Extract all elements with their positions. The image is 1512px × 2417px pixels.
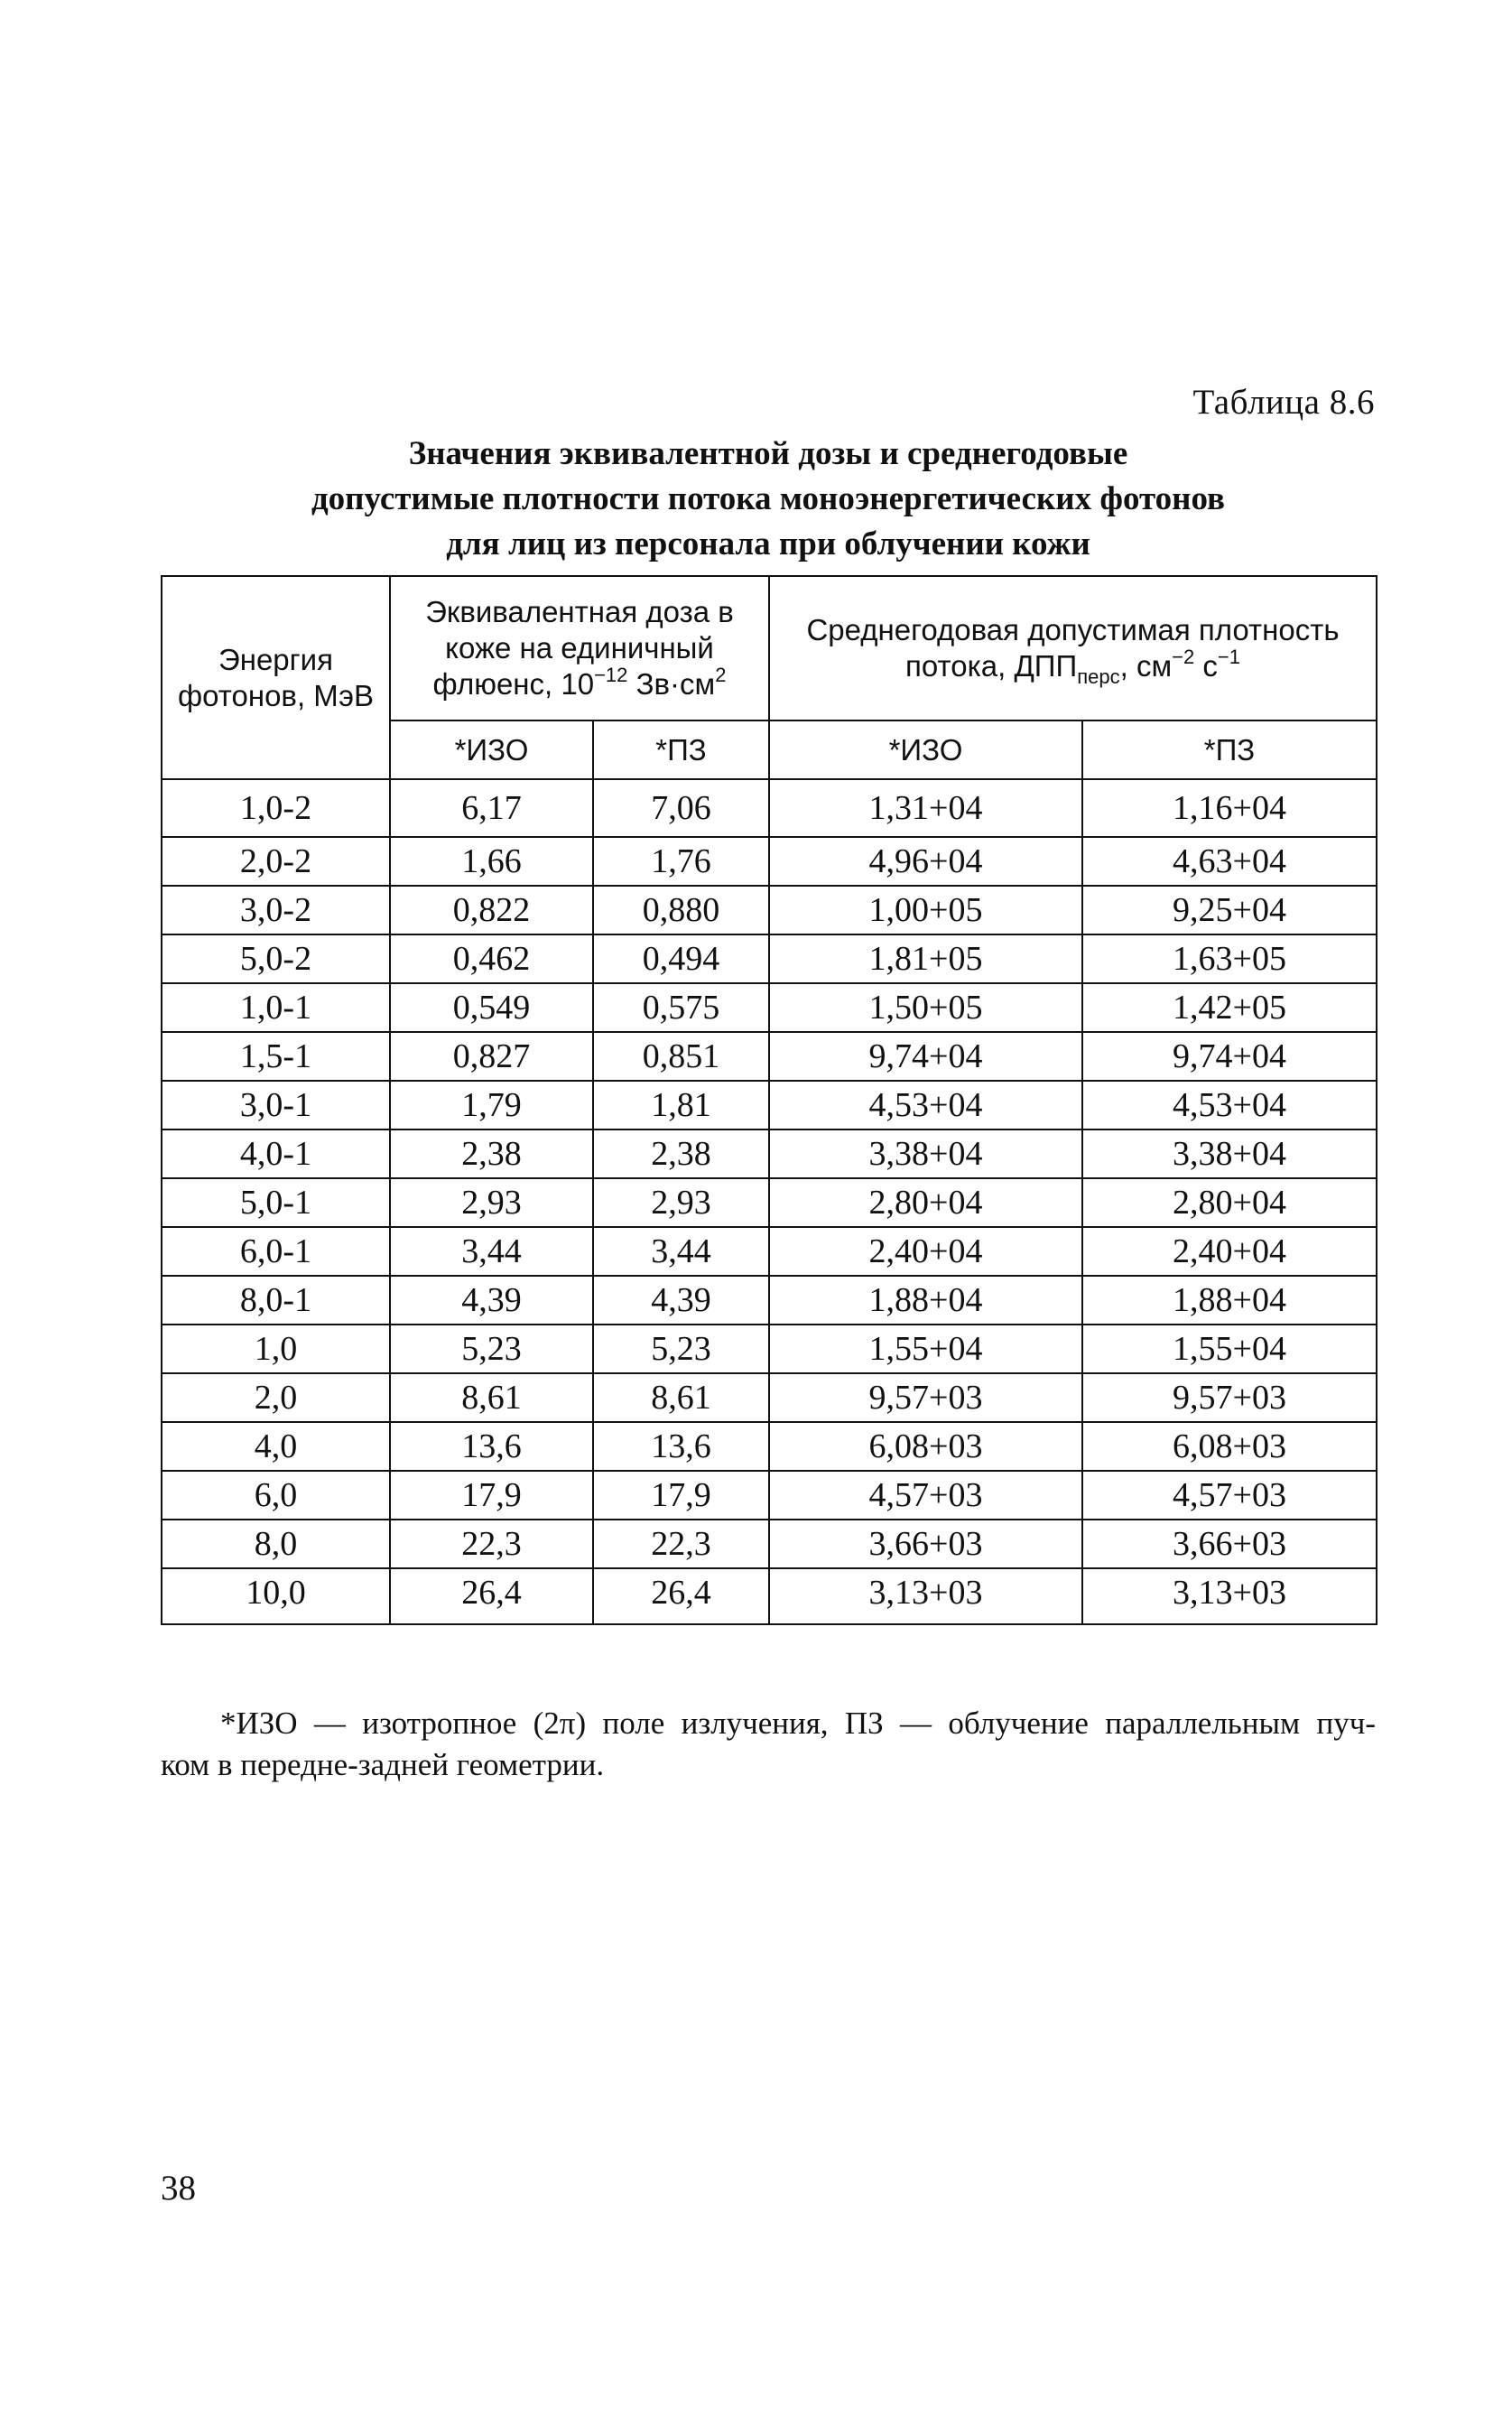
header-flux-line: Среднегодовая допустимая плотность bbox=[806, 613, 1340, 646]
cell-dose-pz: 17,9 bbox=[593, 1471, 769, 1520]
cell-dose-pz: 0,575 bbox=[593, 983, 769, 1032]
cell-dose-pz: 26,4 bbox=[593, 1568, 769, 1624]
cell-flux-pz: 1,63+05 bbox=[1082, 934, 1377, 983]
table-number: Таблица 8.6 bbox=[1192, 383, 1375, 422]
cell-energy: 4,0-1 bbox=[162, 1129, 390, 1178]
cell-flux-pz: 1,42+05 bbox=[1082, 983, 1377, 1032]
header-dose bbox=[390, 576, 769, 720]
table-row bbox=[162, 837, 1377, 886]
cell-flux-iso: 3,66+03 bbox=[769, 1520, 1082, 1568]
footnote bbox=[161, 1703, 1376, 1786]
cell-energy: 10,0 bbox=[162, 1568, 390, 1624]
cell-dose-iso: 2,38 bbox=[390, 1129, 593, 1178]
table-row bbox=[162, 886, 1377, 934]
cell-flux-pz: 1,88+04 bbox=[1082, 1276, 1377, 1325]
table-row bbox=[162, 1276, 1377, 1325]
cell-dose-pz: 13,6 bbox=[593, 1422, 769, 1471]
header-flux-line: потока, $ДПП_{перс}$, $см^{-2}$ $с^{-1}$ bbox=[905, 646, 1241, 688]
table-title-line: для лиц из персонала при облучении кожи bbox=[446, 525, 1090, 562]
cell-flux-iso: 4,96+04 bbox=[769, 837, 1082, 886]
header-dose-line: флюенс, $10^{-12}$ $Зв\cdot см^2$ bbox=[432, 664, 727, 701]
cell-energy: 5,0-2 bbox=[162, 934, 390, 983]
table-row bbox=[162, 1032, 1377, 1081]
cell-energy: 1,5-1 bbox=[162, 1032, 390, 1081]
cell-flux-iso: 1,81+05 bbox=[769, 934, 1082, 983]
cell-energy: 8,0-1 bbox=[162, 1276, 390, 1325]
table-row bbox=[162, 934, 1377, 983]
header-energy bbox=[162, 576, 390, 779]
cell-dose-iso: 26,4 bbox=[390, 1568, 593, 1624]
header-flux bbox=[769, 576, 1377, 720]
cell-energy: 6,0-1 bbox=[162, 1227, 390, 1276]
subheader-dose-pz: *ПЗ bbox=[593, 720, 769, 779]
cell-flux-pz: 3,66+03 bbox=[1082, 1520, 1377, 1568]
cell-dose-iso: 1,66 bbox=[390, 837, 593, 886]
footnote-line: *ИЗО — изотропное (2π) поле излучения, ПЗ — облучение параллельным пуч- bbox=[220, 1706, 1376, 1741]
cell-dose-pz: 2,38 bbox=[593, 1129, 769, 1178]
cell-dose-pz: 1,81 bbox=[593, 1081, 769, 1129]
cell-energy: 6,0 bbox=[162, 1471, 390, 1520]
cell-dose-pz: 2,93 bbox=[593, 1178, 769, 1227]
table-row bbox=[162, 1422, 1377, 1471]
cell-dose-pz: 5,23 bbox=[593, 1325, 769, 1373]
footnote-line: ком в передне-задней геометрии. bbox=[161, 1747, 605, 1782]
cell-dose-iso: 17,9 bbox=[390, 1471, 593, 1520]
cell-energy: 1,0 bbox=[162, 1325, 390, 1373]
cell-dose-pz: 3,44 bbox=[593, 1227, 769, 1276]
cell-flux-iso: 2,80+04 bbox=[769, 1178, 1082, 1227]
table-row bbox=[162, 1325, 1377, 1373]
subheader-dose-iso: *ИЗО bbox=[390, 720, 593, 779]
cell-dose-iso: 8,61 bbox=[390, 1373, 593, 1422]
table-row bbox=[162, 1227, 1377, 1276]
header-dose-line: коже на единичный bbox=[445, 631, 714, 665]
cell-dose-iso: 22,3 bbox=[390, 1520, 593, 1568]
cell-dose-iso: 13,6 bbox=[390, 1422, 593, 1471]
cell-energy: 5,0-1 bbox=[162, 1178, 390, 1227]
subheader-flux-pz: *ПЗ bbox=[1082, 720, 1377, 779]
cell-dose-iso: 6,17 bbox=[390, 779, 593, 837]
cell-energy: 2,0-2 bbox=[162, 837, 390, 886]
cell-flux-iso: 4,57+03 bbox=[769, 1471, 1082, 1520]
cell-energy: 1,0-2 bbox=[162, 779, 390, 837]
cell-flux-iso: 1,31+04 bbox=[769, 779, 1082, 837]
cell-flux-pz: 2,40+04 bbox=[1082, 1227, 1377, 1276]
table-row bbox=[162, 779, 1377, 837]
cell-dose-pz: 22,3 bbox=[593, 1520, 769, 1568]
cell-flux-pz: 9,74+04 bbox=[1082, 1032, 1377, 1081]
cell-flux-pz: 3,38+04 bbox=[1082, 1129, 1377, 1178]
cell-flux-iso: 9,74+04 bbox=[769, 1032, 1082, 1081]
data-table bbox=[161, 575, 1377, 1625]
cell-dose-iso: 0,827 bbox=[390, 1032, 593, 1081]
cell-energy: 3,0-2 bbox=[162, 886, 390, 934]
table-title bbox=[161, 432, 1376, 567]
cell-flux-iso: 2,40+04 bbox=[769, 1227, 1082, 1276]
table-title-line: Значения эквивалентной дозы и среднегодовые bbox=[408, 435, 1128, 472]
page-number: 38 bbox=[161, 2169, 196, 2208]
table-row bbox=[162, 1129, 1377, 1178]
cell-dose-pz: 0,494 bbox=[593, 934, 769, 983]
cell-dose-iso: 0,549 bbox=[390, 983, 593, 1032]
table-row bbox=[162, 1081, 1377, 1129]
subheader-flux-iso: *ИЗО bbox=[769, 720, 1082, 779]
cell-flux-pz: 9,57+03 bbox=[1082, 1373, 1377, 1422]
cell-dose-pz: 8,61 bbox=[593, 1373, 769, 1422]
cell-flux-iso: 1,88+04 bbox=[769, 1276, 1082, 1325]
cell-flux-iso: 3,13+03 bbox=[769, 1568, 1082, 1624]
table-row bbox=[162, 1178, 1377, 1227]
cell-dose-pz: 1,76 bbox=[593, 837, 769, 886]
cell-flux-pz: 9,25+04 bbox=[1082, 886, 1377, 934]
cell-flux-iso: 4,53+04 bbox=[769, 1081, 1082, 1129]
cell-flux-iso: 6,08+03 bbox=[769, 1422, 1082, 1471]
cell-flux-iso: 3,38+04 bbox=[769, 1129, 1082, 1178]
cell-dose-iso: 2,93 bbox=[390, 1178, 593, 1227]
table-row bbox=[162, 1373, 1377, 1422]
cell-flux-pz: 6,08+03 bbox=[1082, 1422, 1377, 1471]
table-row bbox=[162, 983, 1377, 1032]
cell-energy: 3,0-1 bbox=[162, 1081, 390, 1129]
header-energy-line: фотонов, МэВ bbox=[177, 678, 375, 712]
cell-flux-pz: 1,16+04 bbox=[1082, 779, 1377, 837]
cell-flux-pz: 4,57+03 bbox=[1082, 1471, 1377, 1520]
cell-energy: 1,0-1 bbox=[162, 983, 390, 1032]
table-title-line: допустимые плотности потока моноэнергетических фотонов bbox=[311, 480, 1226, 517]
cell-flux-iso: 9,57+03 bbox=[769, 1373, 1082, 1422]
cell-flux-pz: 3,13+03 bbox=[1082, 1568, 1377, 1624]
cell-dose-iso: 1,79 bbox=[390, 1081, 593, 1129]
cell-energy: 8,0 bbox=[162, 1520, 390, 1568]
table-row bbox=[162, 1520, 1377, 1568]
table-row bbox=[162, 1568, 1377, 1624]
cell-energy: 4,0 bbox=[162, 1422, 390, 1471]
cell-dose-iso: 0,462 bbox=[390, 934, 593, 983]
cell-flux-iso: 1,50+05 bbox=[769, 983, 1082, 1032]
cell-dose-iso: 4,39 bbox=[390, 1276, 593, 1325]
cell-flux-pz: 1,55+04 bbox=[1082, 1325, 1377, 1373]
cell-flux-pz: 2,80+04 bbox=[1082, 1178, 1377, 1227]
cell-dose-iso: 0,822 bbox=[390, 886, 593, 934]
cell-dose-pz: 4,39 bbox=[593, 1276, 769, 1325]
cell-dose-pz: 0,851 bbox=[593, 1032, 769, 1081]
table-body bbox=[162, 779, 1377, 1624]
cell-dose-pz: 0,880 bbox=[593, 886, 769, 934]
cell-flux-iso: 1,00+05 bbox=[769, 886, 1082, 934]
cell-dose-pz: 7,06 bbox=[593, 779, 769, 837]
cell-energy: 2,0 bbox=[162, 1373, 390, 1422]
cell-flux-pz: 4,53+04 bbox=[1082, 1081, 1377, 1129]
header-energy-line: Энергия bbox=[218, 642, 333, 676]
header-dose-line: Эквивалентная доза в bbox=[425, 595, 734, 628]
table-row bbox=[162, 1471, 1377, 1520]
cell-flux-pz: 4,63+04 bbox=[1082, 837, 1377, 886]
cell-dose-iso: 5,23 bbox=[390, 1325, 593, 1373]
cell-dose-iso: 3,44 bbox=[390, 1227, 593, 1276]
cell-flux-iso: 1,55+04 bbox=[769, 1325, 1082, 1373]
